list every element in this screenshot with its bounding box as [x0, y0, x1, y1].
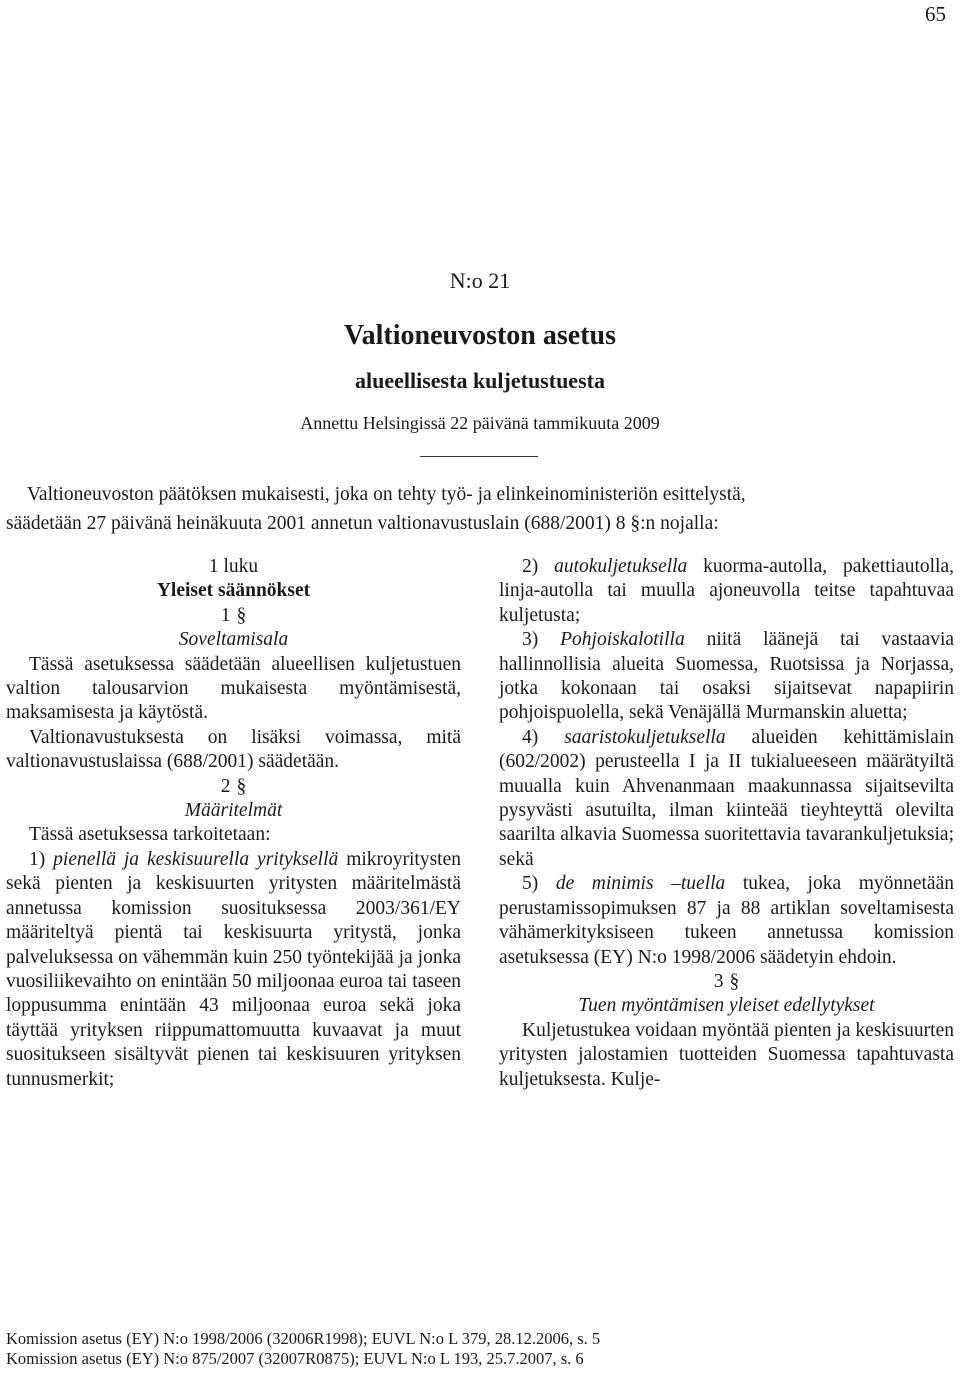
- section-2-intro: Tässä asetuksessa tarkoitetaan:: [29, 824, 271, 846]
- footnote-2: Komission asetus (EY) N:o 875/2007 (32007R0875); EUVL N:o L 193, 25.7.2007, s. 6: [6, 1349, 584, 1368]
- document-subtitle: alueellisesta kuljetustuesta: [355, 368, 605, 393]
- section-2-heading: [6, 775, 461, 799]
- footnote-1: Komission asetus (EY) N:o 1998/2006 (32006R1998); EUVL N:o L 379, 28.12.2006, s. 5: [6, 1329, 601, 1348]
- item-number: 5): [522, 873, 539, 895]
- section-sign: §: [236, 775, 247, 797]
- preamble-line-2-start: säädetään 27 päivänä heinäkuuta 2001 annetun valtionavustuslain (688/2001) 8: [6, 513, 626, 534]
- statute-number: N:o 21: [449, 268, 511, 293]
- item-number: 2): [522, 556, 539, 577]
- definition-item-4: [499, 726, 954, 872]
- preamble-line-1: Valtioneuvoston päätöksen mukaisesti, joka on tehty työ- ja elinkeinoministeriön esittelystä,: [27, 484, 746, 505]
- section-2-number: 2: [220, 775, 231, 797]
- defined-term: autokuljetuksella: [554, 556, 688, 577]
- title-divider: [420, 456, 538, 457]
- definition-text: kuorma-autolla, pakettiautolla, linja-autolla tai muulla ajoneuvolla teitse tapahtuvaa kuljetusta;: [499, 556, 954, 626]
- right-column: [499, 555, 954, 1092]
- section-1-number: 1: [220, 604, 231, 626]
- defined-term: saaristokuljetuksella: [564, 726, 726, 748]
- section-3-title: Tuen myöntämisen yleiset edellytykset: [578, 995, 875, 1017]
- chapter-title: Yleiset säännökset: [156, 580, 311, 602]
- definition-text: alueiden kehittämislain (602/2002) perusteella I ja II tukialueeseen määrätyiltä muualla kuin Ahvenanmaan maakunnassa sijaitsevilta pysyvästi asutuilta, ilman kiinteää tieyhteyttä olevilta saarilta alkavia Suomessa suoritettavia tavarankuljetuksia; sekä: [499, 726, 954, 870]
- section-1-heading: [6, 604, 461, 628]
- defined-term: de minimis –tuella: [555, 873, 726, 895]
- footnotes: [6, 1329, 956, 1369]
- definition-text: niitä läänejä tai vastaavia hallinnollisia alueita Suomessa, Ruotsissa ja Norjassa, jotka kokonaan tai osaksi sijaitsevat napapiirin pohjoispuolella, sekä Venäjällä Murmanskin aluetta;: [499, 629, 955, 724]
- definition-text: mikroyritysten sekä pienten ja keskisuurten yritysten määritelmästä annetussa komission suosituksessa 2003/361/EY määriteltyä pientä tai keskisuurta yritystä, jonka palveluksessa on vähemmän kuin 250 työntekijää ja jonka vuosiliikevaihto on enintään 50 miljoonaa euroa tai taseen loppusumma enintään 43 miljoonaa euroa sekä joka täyttää yrityksen riippumattomuutta kuvaavat ja muut suositukseen sisältyvät pienen tai keskisuuren yrityksen tunnusmerkit;: [6, 848, 462, 1090]
- section-3-heading: [499, 970, 954, 994]
- definition-item-2: [499, 555, 954, 628]
- definition-item-3: [499, 628, 954, 726]
- section-3-paragraph-1: Kuljetustukea voidaan myöntää pienten ja keskisuurten yritysten jalostamien tuotteiden Suomessa tapahtuvasta kuljetuksesta. Kulje-: [499, 1019, 954, 1090]
- defined-term: Pohjoiskalotilla: [560, 629, 685, 651]
- section-sign: §: [236, 604, 247, 626]
- section-1-paragraph-2: Valtionavustuksesta on lisäksi voimassa, mitä valtionavustuslaissa (688/2001) säädetään.: [6, 726, 461, 773]
- defined-term: pienellä ja keskisuurella yrityksellä: [53, 848, 339, 870]
- issued-line: Annettu Helsingissä 22 päivänä tammikuuta 2009: [300, 413, 660, 433]
- left-column: [6, 555, 461, 1092]
- definition-item-5: [499, 872, 954, 970]
- item-number: 1): [29, 848, 46, 870]
- section-3-number: 3: [713, 970, 724, 992]
- section-sign: §: [729, 970, 740, 992]
- section-2-title: Määritelmät: [184, 800, 283, 822]
- section-1-paragraph-1: Tässä asetuksessa säädetään alueellisen kuljetustuen valtion talousarvion mukaisesta myöntämisestä, maksamisesta ja käytöstä.: [6, 653, 461, 724]
- section-1-title: Soveltamisala: [178, 629, 289, 651]
- item-number: 4): [522, 726, 539, 748]
- section-sign: §: [630, 513, 641, 534]
- definition-item-1: [6, 848, 461, 1092]
- definition-text: tukea, joka myönnetään perustamissopimuksen 87 ja 88 artiklan soveltamisesta vähämerkityksiseen tukeen annetussa komission asetuksessa (EY) N:o 1998/2006 säädetyin ehdoin.: [499, 873, 954, 968]
- preamble: [6, 480, 956, 538]
- preamble-line-2-end: :n nojalla:: [640, 513, 719, 534]
- page-number: 65: [925, 2, 946, 26]
- chapter-number: 1 luku: [208, 556, 259, 577]
- item-number: 3): [522, 629, 539, 651]
- preamble-line-2: [6, 509, 956, 538]
- document-title: Valtioneuvoston asetus: [343, 320, 616, 351]
